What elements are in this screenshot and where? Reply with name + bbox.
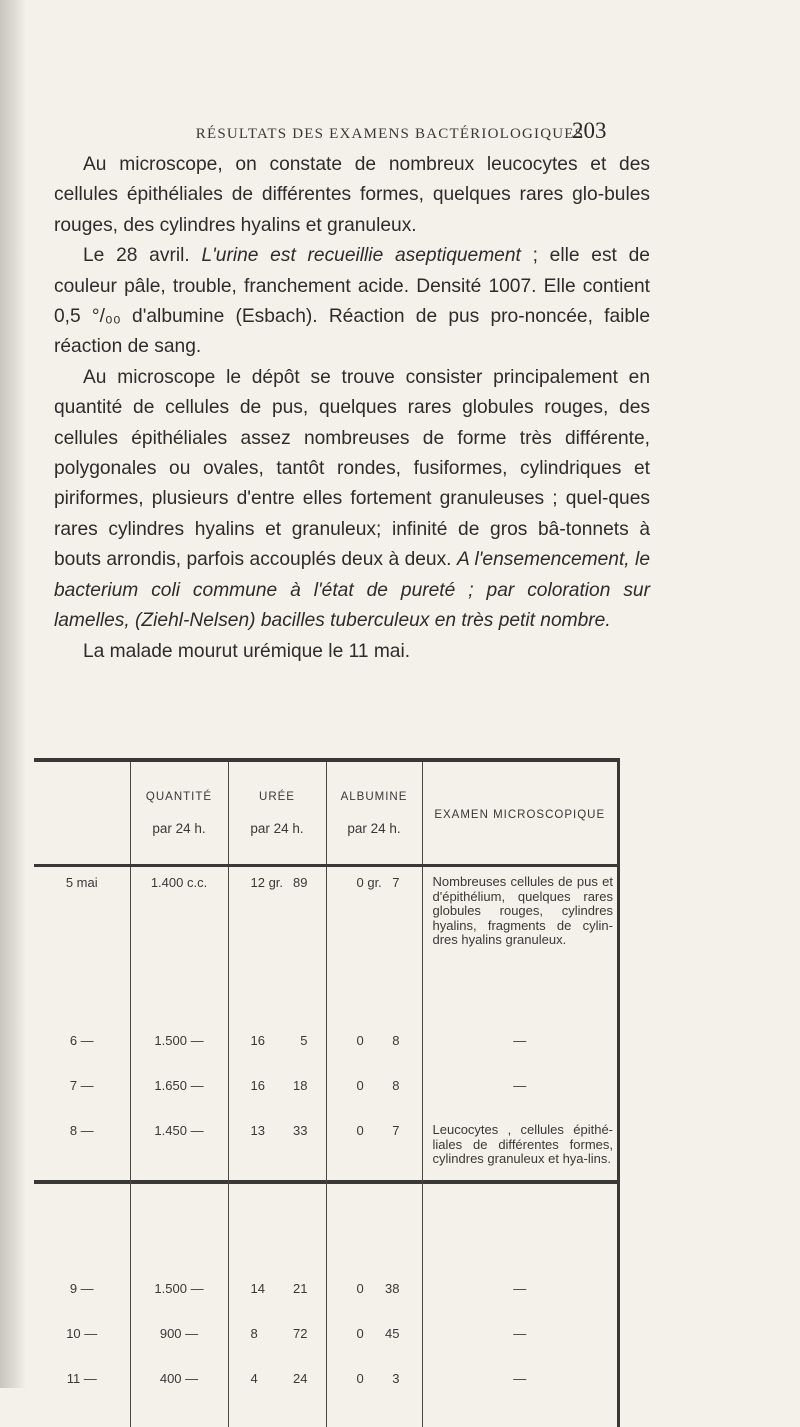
cell-albumine <box>326 1070 422 1115</box>
table-row <box>34 1025 619 1070</box>
running-title: RÉSULTATS DES EXAMENS BACTÉRIOLOGIQUES <box>195 126 585 142</box>
cell-quantite: 1.450 — <box>130 1115 228 1273</box>
table-row <box>34 1273 619 1318</box>
cell-albumine-cg: 8 <box>392 1033 400 1048</box>
cell-albumine-cg: 7 <box>392 875 400 890</box>
cell-uree <box>228 1115 326 1273</box>
cell-albumine-grams: 0 <box>356 1123 364 1138</box>
cell-examen: Leucocytes , cellules épithé-liales de différentes formes, cylindres granuleux et hya-lins. <box>422 1115 619 1273</box>
results-table-frame <box>34 758 620 1386</box>
cell-uree-cg: 5 <box>300 1033 308 1048</box>
cell-date: 5 mai <box>65 875 98 890</box>
cell-albumine-grams: 0 <box>356 1078 364 1093</box>
body-text <box>54 150 650 667</box>
paragraph-segment: Au microscope, on constate de nombreux leucocytes et des cellules épithéliales de différentes formes, quelques rares glo-bules rouges, des cylindres hyalins et granuleux. <box>54 154 650 236</box>
cell-date: 6 — <box>69 1033 94 1048</box>
header-albumine <box>326 762 422 866</box>
cell-uree <box>228 866 326 1026</box>
cell-albumine-grams: 0 <box>356 1371 364 1386</box>
cell-uree <box>228 1273 326 1318</box>
cell-albumine-cg: 45 <box>385 1326 400 1341</box>
cell-uree <box>228 1363 326 1427</box>
table-row <box>34 1363 619 1427</box>
table-row <box>34 1318 619 1363</box>
cell-examen: Nombreuses cellules de pus et d'épithélium, quelques rares globules rouges, cylindres hyalins, fragments de cylin-dres hyalins granuleux. <box>422 866 619 1026</box>
header-date <box>34 762 130 866</box>
cell-date: 11 — <box>66 1371 97 1386</box>
paragraph-segment: Le 28 avril. <box>83 245 202 267</box>
cell-quantite: 900 — <box>130 1318 228 1363</box>
cell-albumine <box>326 1318 422 1363</box>
paragraph-3 <box>54 363 650 637</box>
cell-examen: — <box>422 1363 619 1427</box>
table-header-row <box>34 762 619 866</box>
header-examen <box>422 762 619 866</box>
cell-albumine-grams: 0 gr. <box>356 875 382 890</box>
paragraph-4 <box>54 637 650 667</box>
header-uree-label: URÉE <box>259 790 295 803</box>
cell-quantite: 1.650 — <box>130 1070 228 1115</box>
cell-uree <box>228 1318 326 1363</box>
cell-uree-cg: 24 <box>293 1371 308 1386</box>
cell-uree-grams: 16 <box>250 1033 265 1048</box>
cell-albumine <box>326 1025 422 1070</box>
cell-uree <box>228 1070 326 1115</box>
cell-uree-cg: 18 <box>293 1078 308 1093</box>
header-albumine-unit: par 24 h. <box>347 820 401 836</box>
paragraph-segment: ; elle est de couleur pâle, trouble, franchement acide. Densité 1007. Elle contient 0,5 °/₀₀ d'albumine (Esbach). Réaction de pus pro-noncée, faible réaction de sang. <box>54 245 650 358</box>
cell-date: 10 — <box>66 1326 98 1341</box>
cell-date: 8 — <box>69 1123 94 1138</box>
cell-uree-cg: 21 <box>293 1281 308 1296</box>
cell-quantite: 1.500 — <box>130 1273 228 1318</box>
header-quantite-label: QUANTITÉ <box>145 790 213 803</box>
header-quantite <box>130 762 228 866</box>
cell-examen: — <box>422 1273 619 1318</box>
cell-uree-grams: 4 <box>250 1371 258 1386</box>
cell-examen: — <box>422 1318 619 1363</box>
cell-uree-cg: 89 <box>293 875 308 890</box>
cell-uree-grams: 16 <box>250 1078 265 1093</box>
paragraph-2 <box>54 241 650 363</box>
table-row <box>34 1115 619 1273</box>
cell-uree-grams: 8 <box>250 1326 258 1341</box>
header-uree-unit: par 24 h. <box>250 820 304 836</box>
cell-quantite: 400 — <box>130 1363 228 1427</box>
cell-uree-grams: 13 <box>250 1123 265 1138</box>
results-table <box>34 762 620 1427</box>
cell-albumine-cg: 3 <box>392 1371 400 1386</box>
cell-uree-cg: 33 <box>293 1123 308 1138</box>
cell-examen: — <box>422 1025 619 1070</box>
cell-albumine-grams: 0 <box>356 1326 364 1341</box>
cell-albumine-cg: 7 <box>392 1123 400 1138</box>
cell-albumine-cg: 38 <box>385 1281 400 1296</box>
cell-albumine <box>326 1273 422 1318</box>
cell-uree-grams: 12 gr. <box>250 875 284 890</box>
paragraph-1 <box>54 150 650 241</box>
cell-date: 7 — <box>69 1078 94 1093</box>
cell-date: 9 — <box>69 1281 94 1296</box>
cell-albumine <box>326 1363 422 1427</box>
cell-examen: — <box>422 1070 619 1115</box>
cell-uree-grams: 14 <box>250 1281 265 1296</box>
page-number: 203 <box>572 118 607 143</box>
cell-uree-cg: 72 <box>293 1326 308 1341</box>
header-examen-label: EXAMEN MICROSCOPIQUE <box>434 808 606 821</box>
paragraph-segment-italic: A l'ensemencement, le bacterium coli commune à l'état de pureté ; par coloration sur lamelles, (Ziehl-Nelsen) bacilles tuberculeux en très petit nombre. <box>54 549 650 632</box>
table-row <box>34 1070 619 1115</box>
header-albumine-label: ALBUMINE <box>340 790 408 803</box>
paragraph-segment: Au microscope le dépôt se trouve consister principalement en quantité de cellules de pus, quelques rares globules rouges, des cellules épithéliales assez nombreuses de forme très différente, polygonales ou ovales, tantôt rondes, fusiformes, cylindriques et piriformes, plusieurs d'entre elles fortement granuleuses ; quel-ques rares cylindres hyalins et granuleux; infinité de gros bâ-tonnets à bouts arrondis, parfois accouplés deux à deux. <box>54 366 650 571</box>
cell-uree <box>228 1025 326 1070</box>
paragraph-segment: La malade mourut urémique le 11 mai. <box>83 640 411 662</box>
header-quantite-unit: par 24 h. <box>152 820 206 836</box>
cell-quantite: 1.500 — <box>130 1025 228 1070</box>
cell-quantite: 1.400 c.c. <box>130 866 228 1026</box>
cell-albumine-grams: 0 <box>356 1281 364 1296</box>
cell-albumine <box>326 1115 422 1273</box>
cell-albumine-cg: 8 <box>392 1078 400 1093</box>
table-row <box>34 866 619 1026</box>
cell-albumine-grams: 0 <box>356 1033 364 1048</box>
header-uree <box>228 762 326 866</box>
paragraph-segment-italic: L'urine est recueillie aseptiquement <box>201 245 521 267</box>
cell-albumine <box>326 866 422 1026</box>
